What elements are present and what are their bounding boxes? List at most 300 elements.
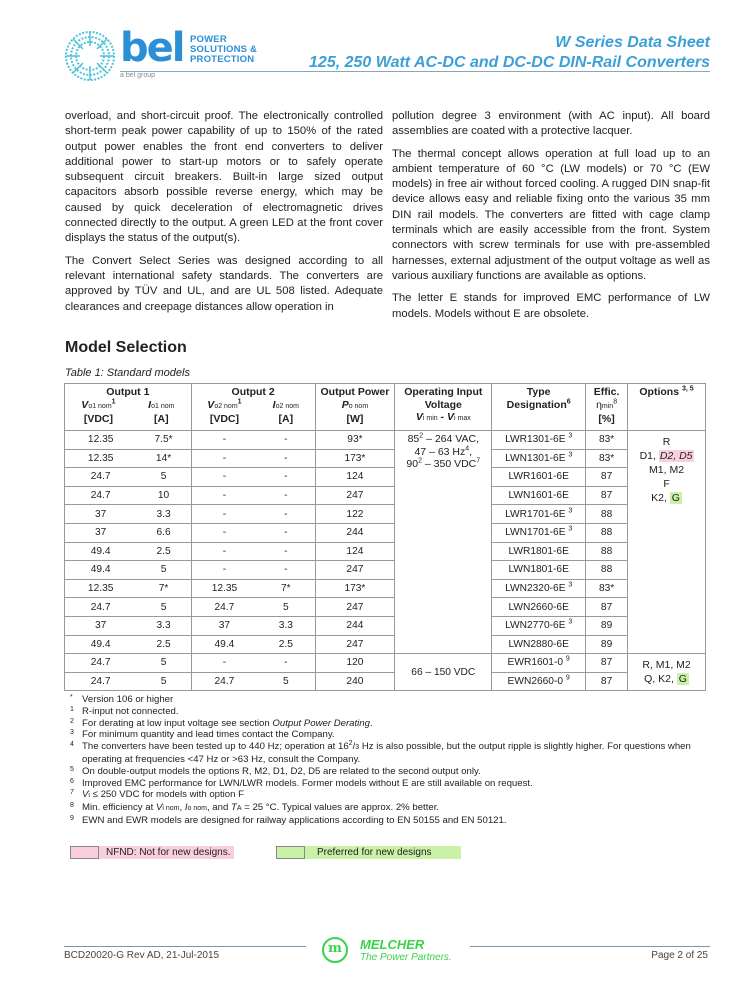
- symbol: V: [207, 398, 215, 411]
- superscript: 3, 5: [681, 385, 694, 393]
- superscript: 9: [565, 674, 570, 682]
- cell-vo2-value: 24.7: [214, 676, 235, 688]
- footnote-mark: 9: [70, 814, 74, 822]
- cell-io1: [136, 505, 191, 524]
- option-line: [628, 672, 705, 686]
- cell-vo1: [65, 542, 137, 561]
- cell-type: [492, 505, 586, 524]
- vin-line: [395, 433, 491, 446]
- type-designation: LWN2320-6E: [505, 583, 566, 595]
- subscript: o nom: [348, 402, 369, 410]
- cell-type: [492, 486, 586, 505]
- type-designation: LWN2660-6E: [508, 601, 569, 613]
- footnote-text: The converters have been tested up to 440 Hz; operation at 16: [82, 741, 349, 753]
- cell-efficiency-value: 87: [600, 676, 613, 688]
- symbol: V: [415, 411, 423, 423]
- cell-input-voltage-dc: [395, 654, 492, 691]
- vin-line: [395, 446, 491, 459]
- footnote-text: Improved EMC performance for LWN/LWR models. Former models without E are still available on request.: [82, 777, 533, 789]
- cell-power: [315, 486, 395, 505]
- vin-line: [395, 458, 491, 471]
- cell-type: [492, 542, 586, 561]
- cell-efficiency: [586, 468, 628, 487]
- cell-vo2-value: -: [222, 471, 227, 483]
- separator: , and: [206, 802, 231, 814]
- header-efficiency: [586, 384, 628, 431]
- unit: [W]: [346, 413, 364, 425]
- type-designation: LWR1601-6E: [508, 471, 569, 483]
- subscript: A: [236, 805, 242, 813]
- brand-tagline-line: PROTECTION: [190, 54, 255, 65]
- fraction-numerator: 2: [348, 740, 353, 747]
- cell-efficiency-value: 87: [600, 601, 613, 613]
- vin-text: ,: [469, 445, 473, 458]
- table-row: [65, 486, 706, 505]
- cell-io1: [136, 523, 191, 542]
- cell-vo1-value: 37: [95, 620, 107, 632]
- type-designation: LWN2770-6E: [505, 620, 566, 632]
- cell-efficiency-value: 89: [600, 620, 613, 632]
- cell-vo2: [191, 449, 257, 468]
- cell-power-value: 244: [346, 620, 364, 632]
- header-label: [492, 399, 585, 412]
- cell-efficiency: [586, 579, 628, 598]
- cell-vo2: [191, 635, 257, 654]
- legend-swatch-preferred: [276, 846, 305, 859]
- cell-vo2: [191, 579, 257, 598]
- cell-vo2-value: -: [222, 434, 227, 446]
- cell-io2: [257, 579, 315, 598]
- brand-tagline-line: SOLUTIONS &: [190, 44, 258, 55]
- superscript: 1: [237, 398, 242, 405]
- cell-io1: [136, 542, 191, 561]
- cell-power: [315, 616, 395, 635]
- separator: ,: [179, 802, 185, 814]
- subscript: i min: [422, 415, 438, 422]
- header-vo2: [207, 399, 241, 426]
- cell-io2: [257, 635, 315, 654]
- cell-power-value: 173*: [344, 583, 366, 595]
- cell-io2: [257, 449, 315, 468]
- cell-power: [315, 468, 395, 487]
- footnote-text: For derating at low input voltage see section: [82, 717, 273, 729]
- cell-io1-value: 14*: [155, 452, 172, 464]
- symbol: I: [184, 802, 188, 814]
- cell-power-value: 247: [346, 564, 364, 576]
- cell-io2-value: 3.3: [278, 620, 293, 632]
- header-vo1: [81, 399, 115, 426]
- footer-divider-right: [470, 946, 710, 947]
- cell-efficiency-value: 88: [600, 508, 613, 520]
- superscript: 3: [568, 507, 573, 515]
- header-label: Output Power: [320, 386, 390, 398]
- cell-io1: [136, 561, 191, 580]
- cell-vo1: [65, 486, 137, 505]
- cell-power-value: 240: [346, 676, 364, 688]
- footnote: [68, 766, 718, 778]
- cell-type: [492, 598, 586, 617]
- cell-efficiency-value: 88: [600, 527, 613, 539]
- footnote-mark: *: [70, 694, 73, 701]
- cell-io1: [136, 654, 191, 673]
- header-vin-range: [395, 411, 491, 426]
- cell-vo2-value: -: [222, 545, 227, 557]
- cell-vo1: [65, 635, 137, 654]
- type-designation: EWN2660-0: [507, 676, 564, 688]
- footnote-text: Min. efficiency at: [82, 802, 156, 814]
- footnote: 4 The converters have been tested up to 440 Hz; operation at $16^2/3$ Hz is also possible, but the output ripple is slightly higher. For questions when operating at frequencies <47 Hz or >63 Hz, consult the Company.: [70, 740, 691, 765]
- table-row: [65, 672, 706, 691]
- cell-io2-value: 5: [282, 601, 289, 613]
- type-designation: LWN2880-6E: [508, 638, 569, 650]
- cell-io1: [136, 449, 191, 468]
- table-row: [65, 523, 706, 542]
- document-title: [309, 33, 710, 73]
- subscript: i nom: [162, 805, 180, 813]
- option-line: [628, 449, 705, 463]
- subscript: i: [88, 792, 90, 800]
- footer-divider-left: [64, 946, 306, 947]
- footnote: [68, 778, 718, 790]
- cell-vo1: [65, 616, 137, 635]
- vin-text: 90: [406, 458, 419, 470]
- cell-vo2: [191, 598, 257, 617]
- cell-power-value: 124: [346, 545, 364, 557]
- cell-vo1: [65, 561, 137, 580]
- table-row: [65, 635, 706, 654]
- cell-input-voltage-ac: [395, 431, 492, 654]
- unit: [%]: [598, 413, 615, 425]
- cell-power: [315, 431, 395, 450]
- vin-text: – 264 VAC,: [423, 433, 479, 445]
- cell-options-dc: [628, 654, 706, 691]
- symbol: V: [82, 789, 89, 801]
- header-label: Output 1: [106, 386, 150, 398]
- cell-io1-value: 5: [160, 471, 167, 483]
- cell-efficiency-value: 88: [600, 545, 613, 557]
- table-caption: Table 1: Standard models: [65, 367, 190, 379]
- cell-io2-value: -: [284, 545, 288, 557]
- option-preferred-highlight: G: [671, 492, 680, 504]
- table-row: [65, 561, 706, 580]
- option-preferred-highlight: G: [678, 673, 687, 686]
- footnotes: [68, 694, 718, 827]
- melcher-brand: MELCHER: [360, 937, 425, 952]
- cell-io2-value: -: [284, 434, 288, 446]
- separator: -: [437, 411, 447, 423]
- cell-vo2: [191, 542, 257, 561]
- footnote-text: EWN and EWR models are designed for railway applications according to EN 50155 and EN 50121.: [82, 814, 507, 826]
- header-text: Designation: [506, 398, 567, 411]
- table-row: [65, 542, 706, 561]
- cell-type: [492, 616, 586, 635]
- legend-nfnd: [70, 846, 235, 859]
- cell-io1: [136, 598, 191, 617]
- symbol: I: [272, 398, 276, 411]
- cell-power: [315, 654, 395, 673]
- cell-type: [492, 579, 586, 598]
- document-title-product: 125, 250 Watt AC-DC and DC-DC DIN-Rail Converters: [309, 54, 710, 71]
- subscript: o1 nom: [151, 402, 175, 410]
- footnote-mark: 2: [70, 717, 74, 725]
- type-designation: EWR1601-0: [507, 657, 564, 669]
- cell-vo2: [191, 486, 257, 505]
- cell-vo1: [65, 579, 137, 598]
- body-column-right: [392, 109, 710, 329]
- symbol: P: [341, 398, 349, 411]
- cell-vo2: [191, 654, 257, 673]
- cell-io1-value: 5: [160, 564, 167, 576]
- cell-io1: [136, 486, 191, 505]
- cell-vo1: [65, 672, 137, 691]
- cell-vo2-value: -: [222, 564, 227, 576]
- cell-io1-value: 10: [157, 490, 170, 502]
- cell-vo1-value: 12.35: [87, 434, 114, 446]
- superscript: 8: [613, 398, 618, 405]
- cell-io2: [257, 523, 315, 542]
- superscript: 2: [418, 457, 422, 465]
- cell-vo1-value: 24.7: [90, 490, 111, 502]
- header-subgroup: [192, 399, 315, 426]
- header-label: Type: [526, 386, 551, 398]
- superscript: 3: [568, 525, 573, 533]
- cell-power-value: 124: [346, 471, 364, 483]
- cell-io1: [136, 672, 191, 691]
- cell-io2: [257, 672, 315, 691]
- cell-io2: [257, 654, 315, 673]
- subscript: i max: [454, 415, 471, 422]
- type-designation: LWN1301-6E: [505, 452, 566, 464]
- cell-vo2-value: 12.35: [211, 583, 238, 595]
- cell-vo1-value: 49.4: [90, 638, 111, 650]
- document-id: BCD20020-G Rev AD, 21-Jul-2015: [64, 950, 220, 961]
- bel-logo-wordmark: bel: [120, 25, 184, 71]
- cell-io2-value: -: [284, 471, 288, 483]
- section-title: Model Selection: [65, 339, 187, 356]
- cell-vo1-value: 12.35: [87, 452, 114, 464]
- cell-vo2-value: 24.7: [214, 601, 235, 613]
- cell-io2: [257, 561, 315, 580]
- footnote-text: = 25 °C. Typical values are approx. 2% better.: [241, 802, 440, 814]
- option-line: F: [663, 478, 670, 490]
- footnote: [68, 694, 718, 706]
- cell-vo2-value: -: [222, 527, 227, 539]
- cell-power-value: 247: [346, 638, 364, 650]
- header-output-power: [315, 384, 395, 431]
- superscript: 6: [566, 398, 571, 405]
- cell-efficiency: [586, 431, 628, 450]
- cell-vo2-value: -: [222, 452, 227, 464]
- cell-io1-value: 5: [160, 676, 167, 688]
- cell-efficiency-value: 87: [600, 490, 613, 502]
- header-io2: [273, 399, 299, 426]
- cell-vo2: [191, 468, 257, 487]
- cell-efficiency-value: 87: [600, 657, 613, 669]
- cell-power-value: 247: [346, 490, 364, 502]
- legend-label-preferred: Preferred for new designs: [305, 846, 461, 859]
- cell-efficiency: [586, 598, 628, 617]
- vin-text: 85: [407, 433, 420, 445]
- cell-power-value: 244: [346, 527, 364, 539]
- cell-type: [492, 449, 586, 468]
- footnote-text: R-input not connected.: [82, 705, 179, 717]
- table-row: [65, 579, 706, 598]
- paragraph: overload, and short-circuit proof. The electronically controlled short-term peak power capability of up to 150% of the rated output power enables the front end converters to deliver additional power to start-up motors or to safely operate subsequent circuit breakers. Built-in large sized output capacitors absorb possible reverse energy, which may be caused by quick deceleration of electromagnetic drives connected directly to the output. A green LED at the front cover displays the status of the output(s).: [65, 110, 383, 245]
- cell-io2-value: -: [284, 657, 288, 669]
- footnote-mark: 4: [70, 741, 74, 749]
- superscript: 1: [111, 398, 116, 405]
- header-label: Options: [639, 386, 680, 398]
- option-text: D1,: [639, 450, 659, 462]
- option-line: R: [662, 436, 671, 448]
- cell-vo1: [65, 468, 137, 487]
- cell-io1: [136, 431, 191, 450]
- table-row: [65, 431, 706, 450]
- body-column-left: [65, 109, 383, 322]
- footnote-text: ≤ 250 VDC for models with option F: [89, 789, 245, 801]
- header-eff-symbol: [586, 399, 627, 414]
- superscript: 9: [565, 656, 570, 664]
- melcher-logo-icon: m: [322, 937, 348, 963]
- cell-type: [492, 523, 586, 542]
- cell-efficiency: [586, 449, 628, 468]
- cell-type: [492, 561, 586, 580]
- cell-efficiency-value: 88: [600, 564, 613, 576]
- fraction-denominator: 3: [355, 744, 360, 752]
- superscript: 7: [476, 457, 481, 465]
- superscript: 3: [568, 618, 573, 626]
- option-text: Q, K2,: [644, 673, 677, 686]
- legend-label-nfnd: NFND: Not for new designs.: [99, 846, 234, 859]
- cell-vo1: [65, 654, 137, 673]
- document-title-series: W Series Data Sheet: [555, 34, 710, 51]
- cell-vo1-value: 49.4: [90, 564, 111, 576]
- cell-io2: [257, 505, 315, 524]
- option-line: M1, M2: [649, 464, 685, 476]
- option-nfnd-highlight: D2, D5: [659, 450, 693, 462]
- cell-vo2-value: -: [222, 508, 227, 520]
- option-line: R, M1, M2: [642, 659, 691, 672]
- brand-tagline-line: POWER: [190, 34, 227, 45]
- symbol: η: [596, 398, 602, 411]
- cell-vo1-value: 24.7: [90, 601, 111, 613]
- cell-efficiency-value: 83*: [598, 452, 615, 464]
- cell-power: [315, 542, 395, 561]
- type-designation: LWN1701-6E: [505, 527, 566, 539]
- cell-type: [492, 468, 586, 487]
- cell-vo1-value: 37: [95, 527, 107, 539]
- cell-io1-value: 7.5*: [154, 434, 173, 446]
- footnote: [68, 706, 718, 718]
- cell-vo1: [65, 598, 137, 617]
- cell-vo2: [191, 561, 257, 580]
- cell-power: [315, 505, 395, 524]
- cell-io2: [257, 486, 315, 505]
- cell-io1-value: 3.3: [156, 508, 171, 520]
- footnote: [68, 789, 718, 802]
- cell-vo1-value: 24.7: [90, 676, 111, 688]
- cell-io2-value: -: [284, 564, 288, 576]
- cell-io1: [136, 616, 191, 635]
- footnote: [68, 729, 718, 741]
- table-row: [65, 449, 706, 468]
- header-label: Output 2: [231, 386, 275, 398]
- cell-io2-value: -: [284, 490, 288, 502]
- cell-vo1-value: 24.7: [90, 471, 111, 483]
- symbol: V: [81, 398, 89, 411]
- cell-efficiency: [586, 635, 628, 654]
- footnote-text: Version 106 or higher: [82, 694, 174, 705]
- bel-sunburst-logo-icon: [64, 30, 116, 82]
- option-text: K2,: [651, 492, 670, 504]
- cell-power: [315, 449, 395, 468]
- cell-power-value: 247: [346, 601, 364, 613]
- cell-efficiency: [586, 486, 628, 505]
- footnote-text: .: [369, 717, 373, 729]
- cell-efficiency-value: 83*: [598, 434, 615, 446]
- option-line: [628, 491, 705, 505]
- footnote-mark: 8: [70, 802, 74, 810]
- footnote-text: On double-output models the options R, M2, D1, D2, D5 are related to the second output only.: [82, 765, 481, 777]
- table-row: [65, 468, 706, 487]
- cell-efficiency: [586, 523, 628, 542]
- legend-swatch-nfnd: [70, 846, 99, 859]
- paragraph: The letter E stands for improved EMC performance of LW models. Models without E are obsolete.: [392, 292, 710, 320]
- cell-type: [492, 672, 586, 691]
- cell-power: [315, 523, 395, 542]
- cell-io2: [257, 542, 315, 561]
- footnote: [68, 815, 718, 827]
- cell-io1-value: 3.3: [156, 620, 171, 632]
- type-designation: LWN1801-6E: [508, 564, 569, 576]
- cell-io2-value: -: [284, 452, 288, 464]
- cell-power: [315, 598, 395, 617]
- subscript: o1 nom: [88, 402, 112, 410]
- cell-io1-value: 7*: [158, 583, 169, 595]
- cell-io2: [257, 468, 315, 487]
- cell-io1-value: 2.5: [156, 545, 171, 557]
- cell-efficiency-value: 89: [600, 638, 613, 650]
- cell-power: [315, 672, 395, 691]
- cell-io2: [257, 431, 315, 450]
- cell-io1: [136, 468, 191, 487]
- cell-vo1-value: 12.35: [87, 583, 114, 595]
- unit: [A]: [278, 413, 294, 425]
- header-output1: [65, 384, 192, 431]
- symbol: I: [148, 398, 152, 411]
- cell-type: [492, 635, 586, 654]
- header-io1: [148, 399, 174, 426]
- cell-power: [315, 579, 395, 598]
- unit: [VDC]: [83, 413, 114, 425]
- brand-tagline: [190, 35, 257, 65]
- footnote: [68, 802, 718, 815]
- cell-vo1: [65, 505, 137, 524]
- superscript: 3: [568, 432, 573, 440]
- cell-vo1-value: 24.7: [90, 657, 111, 669]
- page-number: Page 2 of 25: [651, 950, 708, 961]
- cell-efficiency: [586, 672, 628, 691]
- vin-text: 47 – 63 Hz: [414, 445, 466, 458]
- cell-vo1-value: 37: [95, 508, 107, 520]
- table-row: [65, 505, 706, 524]
- cell-vo1: [65, 449, 137, 468]
- footnote: [68, 718, 718, 730]
- paragraph: The thermal concept allows operation at full load up to an ambient temperature of 60 °C (LW models) or 70 °C (EW models) in free air without forced cooling. A rugged DIN snap-fit device allows easy and reliable fixing onto the various 35 mm DIN rail models. The converters are fitted with cage clamp terminals which are easily accessible from the front. System connectors with screw terminals for use with pre-assembled harnesses, external adjustment of the output voltage as well as various auxiliary functions are available as options.: [392, 147, 710, 282]
- header-type-designation: [492, 384, 586, 431]
- vin-text: 66 – 150 VDC: [411, 666, 476, 678]
- table-row: [65, 654, 706, 673]
